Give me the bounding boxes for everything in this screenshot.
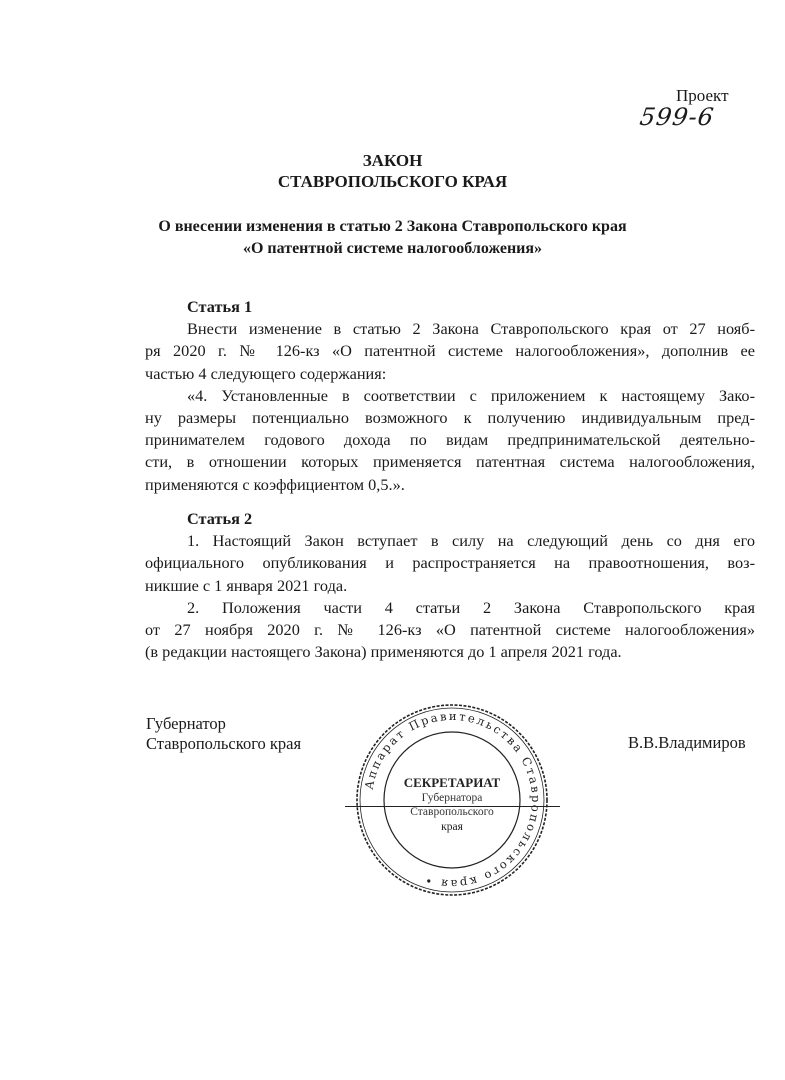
article-1 — [145, 296, 755, 496]
article-2-paragraph-2 — [145, 597, 755, 664]
article-1-paragraph-1 — [145, 318, 755, 385]
text-line: ря 2020 г. № 126-кз «О патентной системе налогообложения», дополнив ее — [145, 341, 755, 361]
article-2-heading: Статья 2 — [187, 509, 253, 528]
text-line: сти, в отношении которых применяется патентная система налогообложения, — [145, 452, 755, 472]
text-line: официального опубликования и распространяется на правоотношения, воз- — [145, 553, 755, 573]
text-line: ну размеры потенциально возможного к получению индивидуальным пред- — [145, 408, 755, 428]
official-seal-stamp — [352, 700, 552, 900]
text-line: «4. Установленные в соответствии с приложением к настоящему Зако- — [187, 385, 755, 405]
article-1-heading: Статья 1 — [187, 297, 253, 316]
article-2 — [145, 508, 755, 663]
project-label: Проект — [676, 86, 729, 105]
text-line: никшие с 1 января 2021 года. — [145, 575, 348, 595]
document-title: ЗАКОН — [362, 151, 423, 170]
project-number-handwritten: 599-6 — [638, 103, 717, 131]
seal-center-line-2: Губернатора — [421, 792, 483, 804]
signatory-name: В.В.Владимиров — [628, 733, 746, 752]
seal-center-line-4: края — [441, 821, 463, 833]
signatory-position — [146, 714, 301, 754]
text-line: Внести изменение в статью 2 Закона Ставропольского края от 27 нояб- — [187, 319, 755, 339]
article-2-paragraph-1 — [145, 530, 755, 597]
seal-center-line-1: СЕКРЕТАРИАТ — [403, 775, 501, 790]
signature-line — [345, 806, 560, 807]
seal-ring-text: Аппарат Правительства Ставропольского края • — [361, 708, 544, 892]
text-line: частью 4 следующего содержания: — [145, 363, 387, 383]
text-line: принимателем годового дохода по видам предпринимательской деятельно- — [145, 430, 755, 450]
text-line: от 27 ноября 2020 г. № 126-кз «О патентной системе налогообложения» — [145, 620, 755, 640]
seal-center-line-3: Ставропольского — [410, 806, 494, 818]
document-title-region: СТАВРОПОЛЬСКОГО КРАЯ — [277, 172, 508, 191]
text-line: (в редакции настоящего Закона) применяются до 1 апреля 2021 года. — [145, 642, 622, 662]
text-line: применяются с коэффициентом 0,5.». — [145, 474, 405, 494]
signatory-position-line-2: Ставропольского края — [146, 734, 302, 753]
text-line: 2. Положения части 4 статьи 2 Закона Ставропольского края — [187, 597, 755, 617]
text-line: 1. Настоящий Закон вступает в силу на следующий день со дня его — [187, 531, 755, 551]
signatory-position-line-1: Губернатор — [146, 714, 226, 733]
article-1-paragraph-2 — [145, 385, 755, 496]
document-subtitle-law-name: «О патентной системе налогообложения» — [242, 240, 543, 257]
document-subtitle: О внесении изменения в статью 2 Закона Ставропольского края — [158, 218, 627, 235]
